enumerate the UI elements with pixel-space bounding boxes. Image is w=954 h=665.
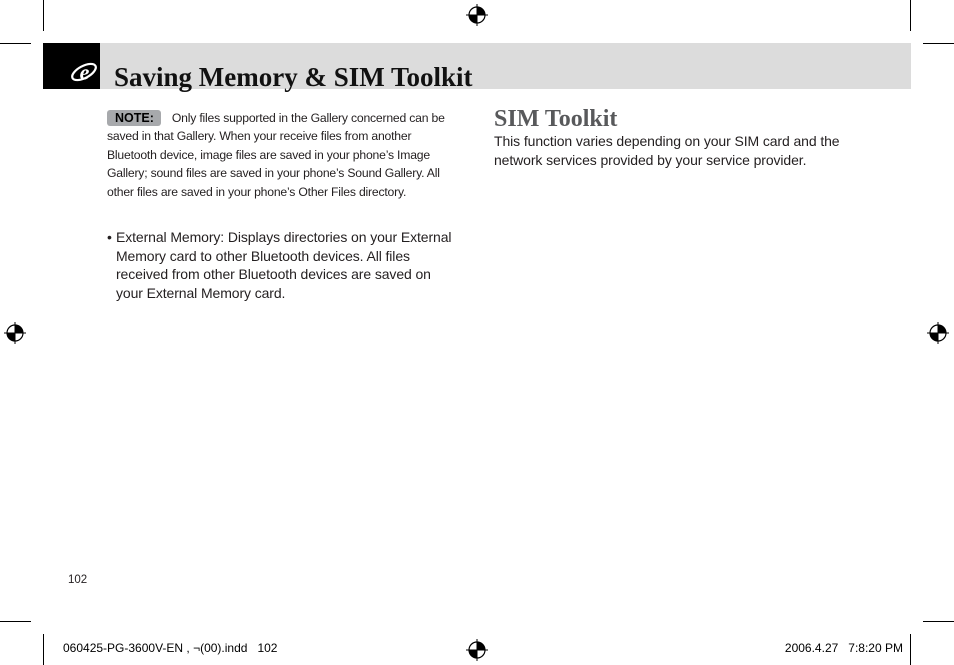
crop-mark-top-right-horizontal [923,43,954,44]
section-heading: SIM Toolkit [494,106,618,132]
registration-mark-left-icon [4,322,26,344]
crop-mark-bottom-left-horizontal [0,621,31,622]
page-title: Saving Memory & SIM Toolkit [114,62,473,92]
crop-mark-bottom-right-vertical [910,634,911,665]
bullet-text: External Memory: Displays directories on your External Memory card to other Bluetooth devices. All files received from other Bluetooth devices are saved on your External Memory card. [116,229,452,301]
crop-mark-top-right-vertical [910,0,911,31]
page-number: 102 [68,574,88,586]
section-body: This function varies depending on your SIM card and the network services provided by your service provider. [494,133,840,168]
internet-explorer-icon [70,58,100,86]
crop-mark-top-left-vertical [43,0,44,31]
crop-mark-bottom-left-vertical [43,634,44,665]
registration-mark-top-icon [466,4,488,26]
registration-mark-bottom-icon [466,639,488,661]
crop-mark-top-left-horizontal [0,43,31,44]
svg-text:e: e [79,59,90,85]
bullet-list [107,228,459,302]
registration-mark-right-icon [927,322,949,344]
bullet-mark: • [107,229,112,245]
note-paragraph [107,109,452,201]
note-badge: NOTE: [107,110,161,126]
list-item [107,228,459,302]
crop-mark-bottom-right-horizontal [923,621,954,622]
print-slug-timestamp: 2006.4.27 7:8:20 PM [784,641,903,655]
print-slug-filename: 060425-PG-3600V-EN , ¬(00).indd 102 [63,641,278,655]
note-text: Only files supported in the Gallery concerned can be saved in that Gallery. When your receive files from another Bluetooth device, image files are saved in your phone’s Image Gallery; sound files are saved in your phone’s Sound Gallery. All other files are saved in your phone’s Other Files directory. [107,111,445,199]
